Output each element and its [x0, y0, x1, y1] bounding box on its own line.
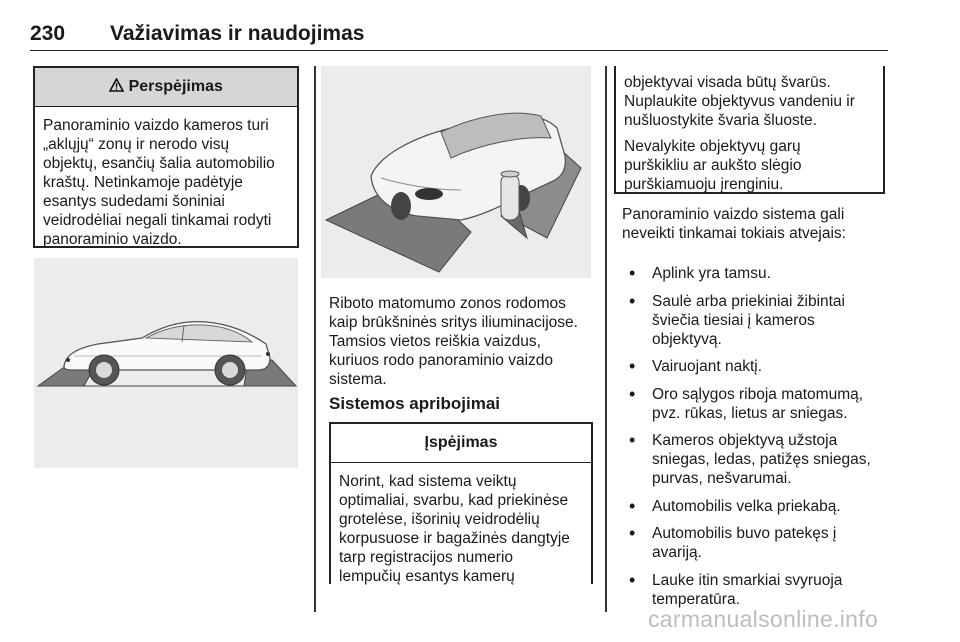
list-item: [622, 357, 892, 376]
list-item-line: • Automobilis buvo patekęs į: [652, 525, 837, 542]
list-item-line: • Oro sąlygos riboja matomumą,: [652, 385, 864, 403]
caption-line: kuriuos rodo panoraminio vaizdo: [329, 352, 554, 369]
list-item-line: • Automobilis velka priekabą.: [652, 497, 841, 515]
warning-line: Panoraminio vaizdo kameros turi: [43, 117, 269, 134]
caption-line: sistema.: [329, 371, 387, 388]
list-item-line: • Saulė arba priekiniai žibintai: [652, 292, 846, 310]
warning-header: [331, 424, 591, 463]
warning-line: lempučių esantys kamerų: [339, 568, 515, 585]
warning-line: panoraminio vaizdo.: [43, 231, 182, 248]
warning-line: „aklųjų“ zonų ir nerodo visų: [43, 136, 230, 153]
limitations-intro: [622, 205, 892, 243]
warning-line: optimaliai, svarbu, kad priekinėse: [339, 492, 569, 509]
warning-line: nušluostykite švaria šluoste.: [624, 112, 817, 129]
list-item: [622, 292, 892, 349]
warning-line: purškiamuoju įrenginiu.: [624, 176, 784, 193]
list-item-line: objektyvą.: [652, 330, 722, 348]
warning-box-camera-cleaning: [329, 422, 593, 584]
warning-line: objektų, esančių šalia automobilio: [43, 155, 275, 172]
list-item: [622, 524, 892, 562]
list-item: [622, 571, 892, 609]
warning-title: Įspėjimas: [424, 434, 498, 451]
list-item: [622, 385, 892, 423]
list-item: [622, 431, 892, 488]
warning-line: korpusuose ir bagažinės dangtyje: [339, 530, 570, 547]
section-heading: Sistemos apribojimai: [329, 394, 500, 413]
warning-line: esantys sudedami šoniniai: [43, 193, 225, 210]
list-item-line: • Lauke itin smarkiai svyruoja: [652, 571, 843, 589]
figure-caption: [314, 294, 602, 389]
list-item: [622, 264, 892, 283]
warning-header: [35, 68, 297, 107]
list-item-line: • Vairuojant naktį.: [652, 358, 762, 375]
list-item-line: • Aplink yra tamsu.: [652, 265, 771, 282]
caption-line: kaip brūkšninės sritys iliuminacijose.: [329, 314, 578, 331]
warning-title: Perspėjimas: [128, 78, 223, 95]
conditions-list: [622, 264, 892, 617]
list-item-line: pvz. rūkas, lietus ar sniegas.: [652, 404, 848, 422]
car-perspective-illustration: [321, 66, 591, 278]
warning-text: [616, 66, 883, 202]
watermark: carmanualsonline.info: [648, 606, 879, 632]
list-item-line: temperatūra.: [652, 590, 740, 608]
caption-line: Riboto matomumo zonos rodomos: [329, 295, 566, 312]
warning-line: Nuplaukite objektyvus vandeniu ir: [624, 93, 855, 110]
warning-line: kraštų. Netinkamoje padėtyje: [43, 174, 243, 191]
warning-box-blind-spots: [33, 66, 299, 248]
list-item: [622, 497, 892, 516]
list-item-line: sniegas, ledas, patižęs sniegas,: [652, 451, 871, 468]
warning-line: Nevalykite objektyvų garų: [624, 138, 801, 155]
warning-line: purškikliu ar aukšto slėgio: [624, 157, 802, 174]
warning-box-continued: [614, 66, 885, 194]
chapter-title: Važiavimas ir naudojimas: [110, 22, 365, 45]
warning-triangle-icon: [109, 78, 128, 95]
warning-line: tarp registracijos numerio: [339, 549, 514, 566]
warning-line: objektyvai visada būtų švarūs.: [624, 74, 831, 91]
page-number: 230: [30, 22, 66, 45]
warning-line: grotelėse, išorinių veidrodėlių: [339, 511, 540, 528]
warning-text: [35, 107, 297, 257]
caption-line: Tamsios vietos reiškia vaizdus,: [329, 333, 541, 350]
list-item-line: šviečia tiesiai į kameros: [652, 311, 815, 329]
list-item-line: purvas, nešvarumai.: [652, 470, 792, 487]
warning-line: veidrodėliai negali tinkamai rodyti: [43, 212, 272, 229]
list-item-line: • Kameros objektyvą užstoja: [652, 432, 838, 449]
intro-line: neveikti tinkamai tokiais atvejais:: [622, 225, 846, 242]
intro-line: Panoraminio vaizdo sistema gali: [622, 206, 845, 223]
warning-line: Norint, kad sistema veiktų: [339, 473, 517, 490]
page-header: [30, 20, 888, 51]
list-item-line: avariją.: [652, 544, 702, 561]
car-side-view-illustration: [34, 258, 298, 468]
column-divider-2: [605, 66, 607, 612]
warning-text: [331, 463, 591, 594]
